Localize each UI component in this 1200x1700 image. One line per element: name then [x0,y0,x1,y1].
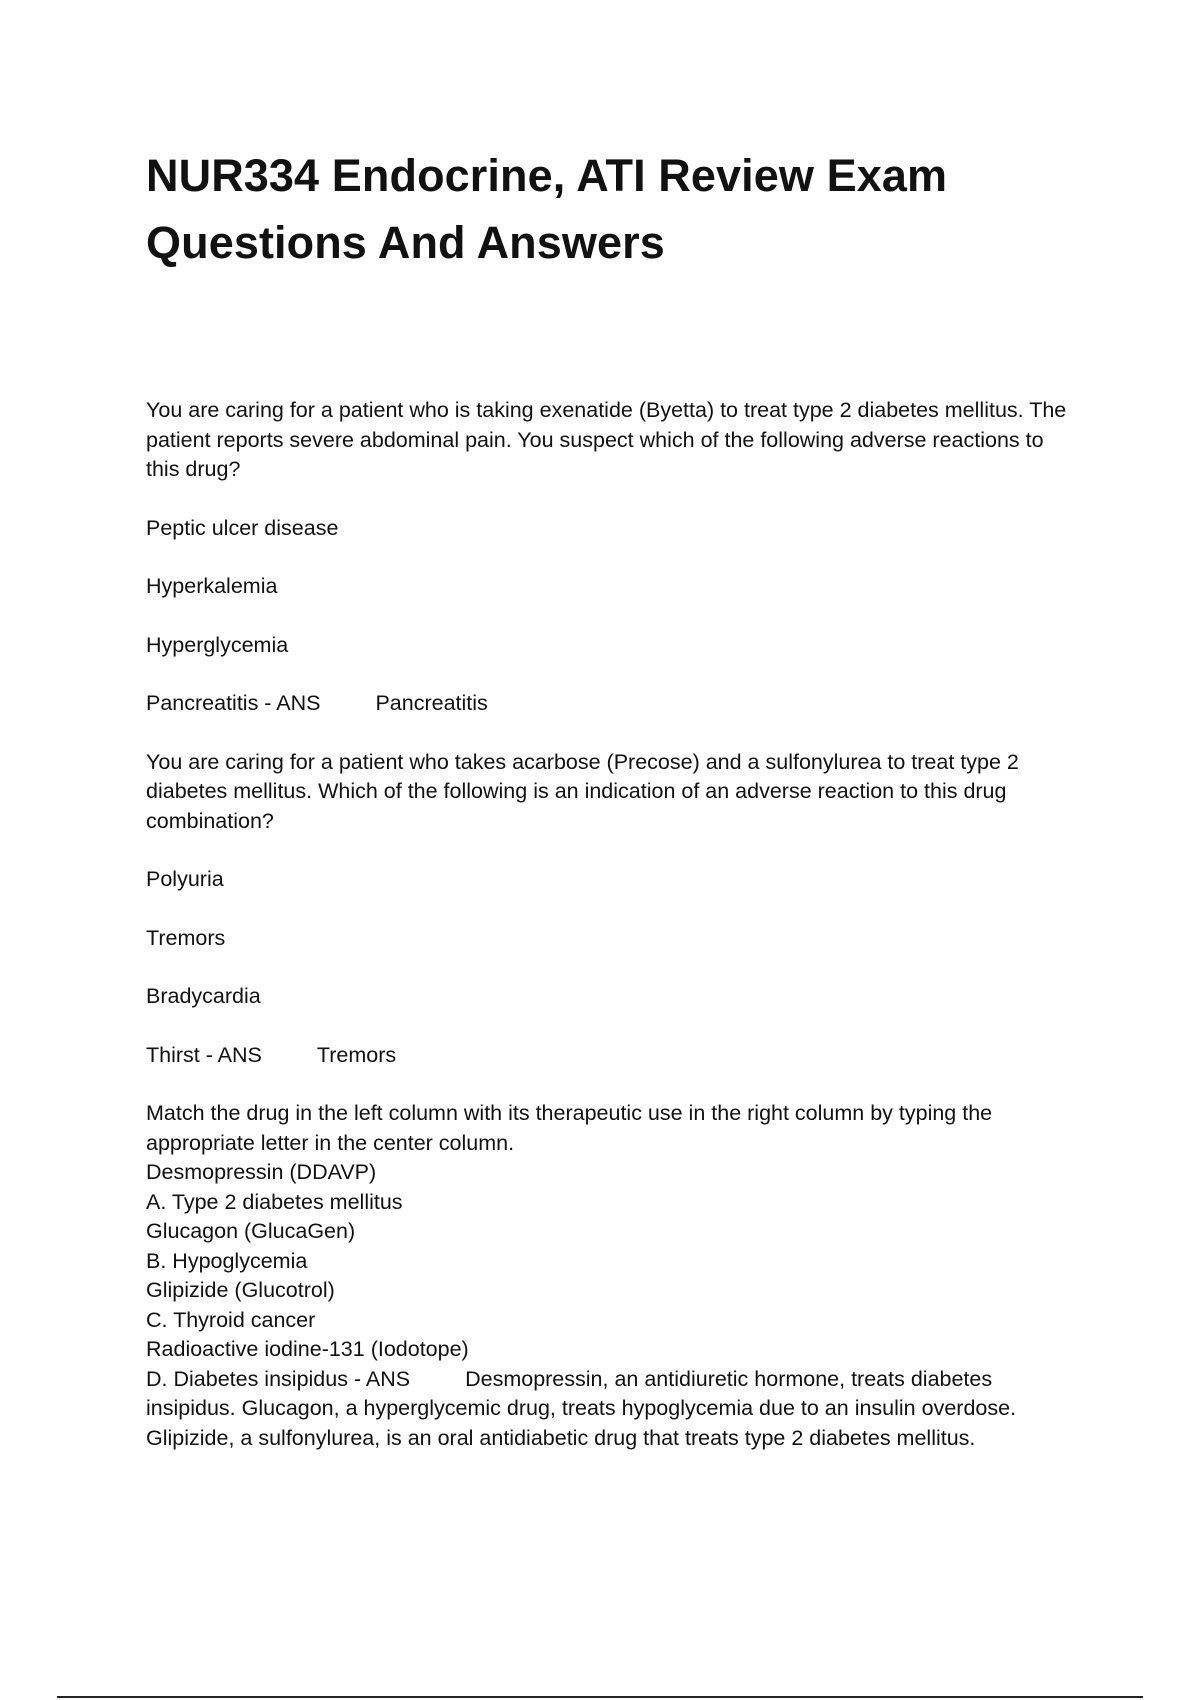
q3-drug: Glipizide (Glucotrol) [146,1278,335,1302]
q2-question: You are caring for a patient who takes acarbose (Precose) and a sulfonylurea to treat type 2 diabetes mellitus. Which of the following is an indication of an adverse reaction to this drug combination? [146,749,1019,833]
q1-answer: Pancreatitis [375,691,488,715]
q3-drug: Glucagon (GlucaGen) [146,1219,356,1243]
q2-option: Tremors [146,925,226,950]
q3-answer-line [146,1365,1076,1454]
q3-use: C. Thyroid cancer [146,1307,316,1332]
document-content [146,396,1076,1453]
footer-rule [57,1696,1143,1698]
q1-option: Hyperkalemia [146,574,278,598]
q3-use: A. Type 2 diabetes mellitus [146,1189,403,1214]
q1-option: Peptic ulcer disease [146,515,339,540]
q3-drug: Desmopressin (DDAVP) [146,1160,377,1184]
q1-question: You are caring for a patient who is taking exenatide (Byetta) to treat type 2 diabetes mellitus. The patient reports severe abdominal pain. You suspect which of the following adverse reactions to this drug? [146,398,1067,481]
q2-answer-line [146,1041,1076,1071]
q2-answer: Tremors [316,1042,397,1067]
q3-answer: Desmopressin, an antidiuretic hormone, treats diabetes insipidus. Glucagon, a hyperglycemic drug, treats hypoglycemia due to an insulin overdose. Glipizide, a sulfonylurea, is an oral antidiabetic drug that treats type 2 diabetes mellitus. [146,1366,1017,1450]
q3-question: Match the drug in the left column with its therapeutic use in the right column by typing the appropriate letter in the center column. [146,1101,993,1155]
q2-option: Polyuria [146,867,224,891]
q3-last-option: D. Diabetes insipidus - ANS [146,1366,411,1391]
q2-last-option: Thirst - ANS [146,1042,262,1067]
q1-last-option: Pancreatitis - ANS [146,691,321,715]
document-title: NUR334 Endocrine, ATI Review Exam Questions And Answers [146,150,948,268]
document-page [146,142,1076,1450]
q3-block [146,1099,1076,1453]
q2-option: Bradycardia [146,984,261,1008]
q3-use: B. Hypoglycemia [146,1248,308,1273]
q3-drug: Radioactive iodine-131 (Iodotope) [146,1337,469,1361]
q1-answer-line [146,689,1076,719]
q1-option: Hyperglycemia [146,632,289,657]
